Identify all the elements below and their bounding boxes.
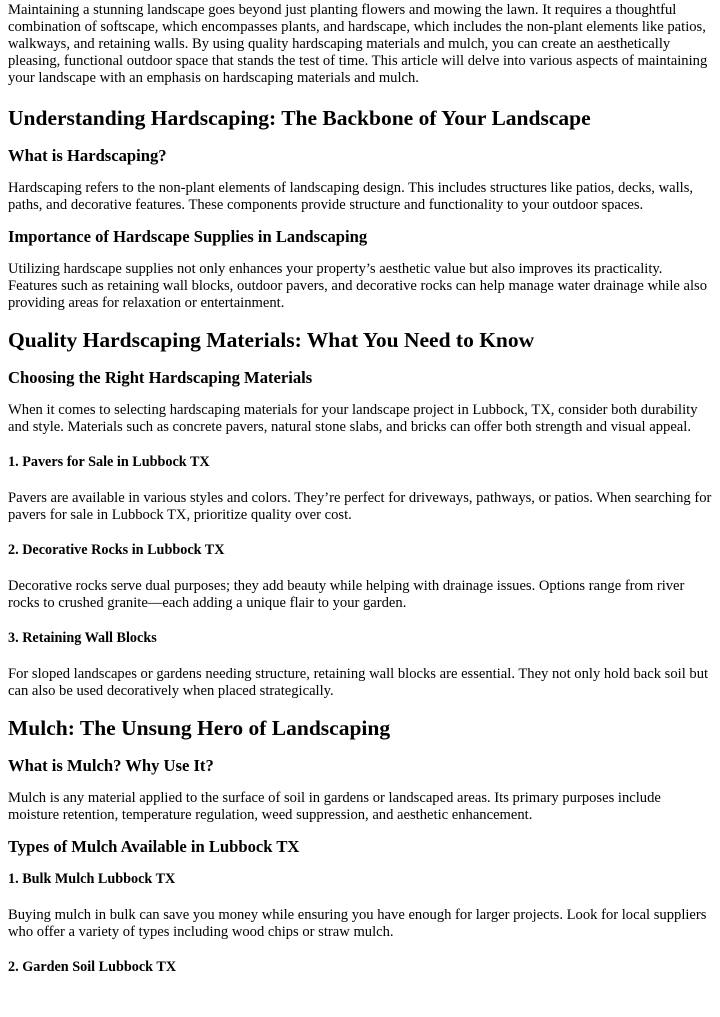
subheading-importance-of-hardscape: Importance of Hardscape Supplies in Landscaping: [8, 227, 368, 246]
section-heading-mulch: Mulch: The Unsung Hero of Landscaping: [8, 716, 391, 740]
subheading-types-of-mulch: Types of Mulch Available in Lubbock TX: [8, 837, 300, 856]
item-paragraph-pavers: Pavers are available in various styles and colors. They’re perfect for driveways, pathways, or patios. When searching for pavers for sale in Lubbock TX, prioritize quality over cost.: [8, 490, 712, 523]
item-heading-decorative-rocks: 2. Decorative Rocks in Lubbock TX: [8, 542, 225, 558]
paragraph-what-is-hardscaping: Hardscaping refers to the non-plant elements of landscaping design. This includes structures like patios, decks, walls, paths, and decorative features. These components provide structure and functionality to your outdoor spaces.: [8, 180, 694, 213]
intro-paragraph: Maintaining a stunning landscape goes beyond just planting flowers and mowing the lawn. It requires a thoughtful combination of softscape, which encompasses plants, and hardscape, which includes the non-plant elements like patios, walkways, and retaining walls. By using quality hardscaping materials and mulch, you can create an aesthetically pleasing, functional outdoor space that stands the test of time. This article will delve into various aspects of maintaining your landscape with an emphasis on hardscaping materials and mulch.: [8, 2, 708, 86]
item-heading-pavers: 1. Pavers for Sale in Lubbock TX: [8, 454, 210, 470]
item-heading-bulk-mulch: 1. Bulk Mulch Lubbock TX: [8, 871, 176, 887]
subheading-what-is-hardscaping: What is Hardscaping?: [8, 146, 167, 165]
section-heading-hardscaping: Understanding Hardscaping: The Backbone of Your Landscape: [8, 106, 591, 130]
item-heading-retaining-wall: 3. Retaining Wall Blocks: [8, 630, 157, 646]
item-paragraph-decorative-rocks: Decorative rocks serve dual purposes; they add beauty while helping with drainage issues. Options range from river rocks to crushed granite—each adding a unique flair to your garden.: [8, 578, 685, 611]
item-heading-garden-soil: 2. Garden Soil Lubbock TX: [8, 959, 177, 975]
subheading-what-is-mulch: What is Mulch? Why Use It?: [8, 756, 214, 775]
paragraph-what-is-mulch: Mulch is any material applied to the surface of soil in gardens or landscaped areas. Its primary purposes include moisture retention, temperature regulation, weed suppression, and aesthetic enhancement.: [8, 790, 661, 823]
item-paragraph-retaining-wall: For sloped landscapes or gardens needing structure, retaining wall blocks are essential. They not only hold back soil but can also be used decoratively when placed strategically.: [8, 666, 709, 699]
paragraph-choosing-materials: When it comes to selecting hardscaping materials for your landscape project in Lubbock, TX, consider both durability and style. Materials such as concrete pavers, natural stone slabs, and bricks can offer both strength and visual appeal.: [8, 402, 698, 435]
paragraph-importance-of-hardscape: Utilizing hardscape supplies not only enhances your property’s aesthetic value but also improves its practicality. Features such as retaining wall blocks, outdoor pavers, and decorative rocks can help manage water drainage while also providing areas for relaxation or entertainment.: [8, 261, 708, 311]
section-heading-quality-materials: Quality Hardscaping Materials: What You Need to Know: [8, 328, 535, 352]
item-paragraph-bulk-mulch: Buying mulch in bulk can save you money while ensuring you have enough for larger projects. Look for local suppliers who offer a variety of types including wood chips or straw mulch.: [8, 907, 707, 940]
subheading-choosing-materials: Choosing the Right Hardscaping Materials: [8, 368, 313, 387]
